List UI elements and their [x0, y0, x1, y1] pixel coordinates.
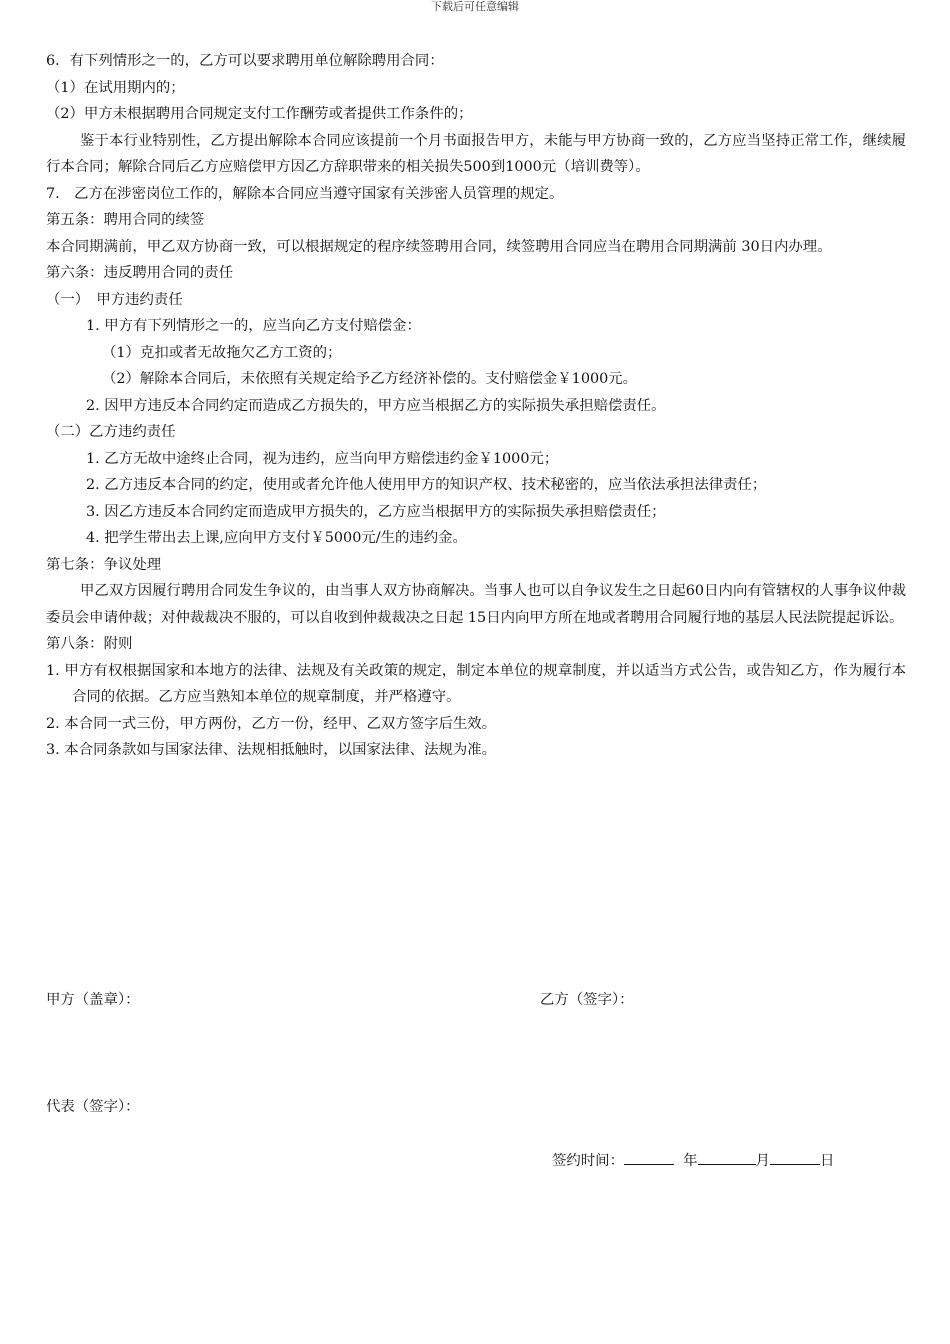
article-8-heading: 第八条：附则	[46, 636, 133, 652]
party-a-liability-sub-1: （1）克扣或者无故拖欠乙方工资的；	[102, 344, 342, 361]
article-7-heading: 第七条：争议处理	[46, 556, 162, 573]
party-a-liability-item-1: 1. 甲方有下列情形之一的，应当向乙方支付赔偿金：	[86, 318, 421, 334]
article-8-item-3: 3. 本合同条款如与国家法律、法规相抵触时，以国家法律、法规为准。	[46, 742, 497, 758]
article-8-item-1: 1. 甲方有权根据国家和本地方的法律、法规及有关政策的规定，制定本单位的规章制度，并以适当方式公告，或告知乙方，作为履行本合同的依据。乙方应当熟知本单位的规章制度，并严格遵守。	[46, 662, 906, 705]
day-label: 日	[819, 1153, 835, 1169]
party-b-liability-item-1: 1. 乙方无故中途终止合同，视为违约，应当向甲方赔偿违约金￥1000元；	[86, 450, 559, 467]
party-a-liability-sub-2: （2）解除本合同后，未依照有关规定给予乙方经济补偿的。支付赔偿金￥1000元。	[102, 371, 638, 387]
clause-6-item-2: （2）甲方未根据聘用合同规定支付工作酬劳或者提供工作条件的；	[46, 106, 473, 122]
article-7-text: 甲乙双方因履行聘用合同发生争议的，由当事人双方协商解决。当事人也可以自争议发生之日起60日内向有管辖权的人事争议仲裁委员会申请仲裁；对仲裁裁决不服的，可以自收到仲裁裁决之日起 15日内向甲方所在地或者聘用合同履行地的基层人民法院提起诉讼。	[46, 583, 906, 626]
clause-6-item-1: （1）在试用期内的；	[46, 79, 185, 96]
day-blank	[770, 1150, 820, 1165]
month-label: 月	[755, 1153, 770, 1169]
article-5-text: 本合同期满前，甲乙双方协商一致，可以根据规定的程序续签聘用合同，续签聘用合同应当在聘用合同期满前 30日内办理。	[46, 238, 832, 255]
page-header: 下载后可任意编辑	[431, 0, 519, 13]
article-6-heading: 第六条：违反聘用合同的责任	[46, 265, 234, 281]
party-a-liability-heading: （一） 甲方违约责任	[46, 291, 183, 308]
article-5-heading: 第五条：聘用合同的续签	[46, 212, 205, 228]
party-a-liability-item-2: 2. 因甲方违反本合同约定而造成乙方损失的，甲方应当根据乙方的实际损失承担赔偿责任。	[86, 397, 666, 414]
party-b-liability-item-4: 4. 把学生带出去上课,应向甲方支付￥5000元/生的违约金。	[86, 530, 467, 546]
year-blank	[624, 1150, 674, 1165]
month-blank	[698, 1150, 756, 1165]
party-a-seal-label: 甲方（盖章）：	[46, 992, 140, 1008]
party-b-liability-item-3: 3. 因乙方违反本合同约定而造成甲方损失的，乙方应当根据甲方的实际损失承担赔偿责任；	[86, 503, 666, 520]
party-b-signature-label: 乙方（签字）：	[540, 992, 634, 1008]
signing-date-label: 签约时间：	[552, 1153, 624, 1169]
industry-note-paragraph: 鉴于本行业特别性，乙方提出解除本合同应该提前一个月书面报告甲方，未能与甲方协商一致的，乙方应当坚持正常工作，继续履行本合同；解除合同后乙方应赔偿甲方因乙方辞职带来的相关损失500到1000元（培训费等）。	[46, 132, 906, 175]
representative-signature-label: 代表（签字）：	[46, 1099, 140, 1115]
year-label: 年	[683, 1153, 698, 1169]
contract-body	[46, 48, 906, 764]
article-8-item-2: 2. 本合同一式三份，甲方两份，乙方一份，经甲、乙双方签字后生效。	[46, 715, 497, 732]
party-b-liability-heading: （二）乙方违约责任	[46, 424, 176, 440]
party-b-liability-item-2: 2. 乙方违反本合同的约定，使用或者允许他人使用甲方的知识产权、技术秘密的，应当依法承担法律责任；	[86, 477, 767, 493]
clause-7: 7. 乙方在涉密岗位工作的，解除本合同应当遵守国家有关涉密人员管理的规定。	[46, 185, 564, 202]
clause-6-intro: 6．有下列情形之一的，乙方可以要求聘用单位解除聘用合同：	[46, 53, 444, 69]
signing-date-line	[552, 1150, 834, 1171]
